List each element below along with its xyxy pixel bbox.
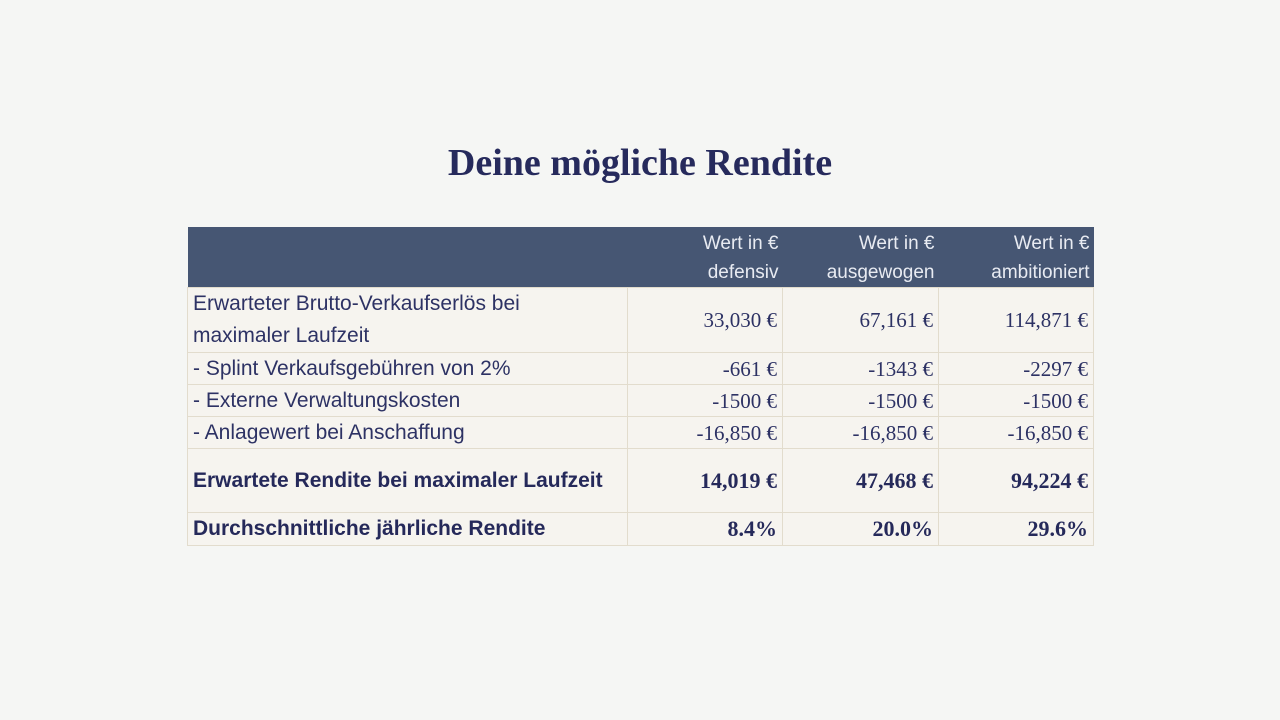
header-defensiv-line2: defensiv	[707, 262, 779, 283]
header-empty-cell	[188, 227, 628, 288]
table-row-brutto-verkaufserloes	[188, 288, 1094, 353]
header-ambitioniert-line1: Wert in €	[1013, 233, 1090, 254]
header-defensiv	[628, 227, 783, 288]
value-defensiv: -661 €	[628, 353, 783, 385]
value-ambitioniert: 114,871 €	[939, 288, 1094, 353]
value-ambitioniert: -1500 €	[939, 385, 1094, 417]
value-defensiv: 14,019 €	[628, 449, 783, 513]
table-row-anlagewert	[188, 417, 1094, 449]
value-defensiv: 8.4%	[628, 513, 783, 546]
row-label: - Externe Verwaltungskosten	[188, 385, 628, 417]
value-ausgewogen: -1500 €	[783, 385, 939, 417]
table-row-jaehrliche-rendite	[188, 513, 1094, 546]
returns-table-container	[187, 227, 1093, 546]
value-ambitioniert: -16,850 €	[939, 417, 1094, 449]
table-header-row	[188, 227, 1094, 288]
value-defensiv: 33,030 €	[628, 288, 783, 353]
row-label: - Anlagewert bei Anschaffung	[188, 417, 628, 449]
header-ambitioniert-line2: ambitioniert	[991, 262, 1090, 283]
value-ausgewogen: 67,161 €	[783, 288, 939, 353]
value-ausgewogen: -1343 €	[783, 353, 939, 385]
value-ambitioniert: 29.6%	[939, 513, 1094, 546]
table-row-erwartete-rendite	[188, 449, 1094, 513]
row-label: - Splint Verkaufsgebühren von 2%	[188, 353, 628, 385]
value-ausgewogen: 47,468 €	[783, 449, 939, 513]
table-row-verkaufsgebuehren	[188, 353, 1094, 385]
header-ausgewogen-line2: ausgewogen	[826, 262, 935, 283]
value-defensiv: -1500 €	[628, 385, 783, 417]
value-defensiv: -16,850 €	[628, 417, 783, 449]
table-row-verwaltungskosten	[188, 385, 1094, 417]
header-ausgewogen-line1: Wert in €	[858, 233, 935, 254]
header-ambitioniert	[939, 227, 1094, 288]
header-defensiv-line1: Wert in €	[702, 233, 779, 254]
value-ausgewogen: -16,850 €	[783, 417, 939, 449]
page-title: Deine mögliche Rendite	[447, 142, 833, 184]
value-ambitioniert: -2297 €	[939, 353, 1094, 385]
row-label: Durchschnittliche jährliche Rendite	[188, 513, 628, 546]
returns-table	[187, 227, 1094, 546]
row-label: Erwarteter Brutto-Verkaufserlös bei maximaler Laufzeit	[188, 288, 628, 353]
value-ausgewogen: 20.0%	[783, 513, 939, 546]
value-ambitioniert: 94,224 €	[939, 449, 1094, 513]
header-ausgewogen	[783, 227, 939, 288]
row-label: Erwartete Rendite bei maximaler Laufzeit	[188, 449, 628, 513]
